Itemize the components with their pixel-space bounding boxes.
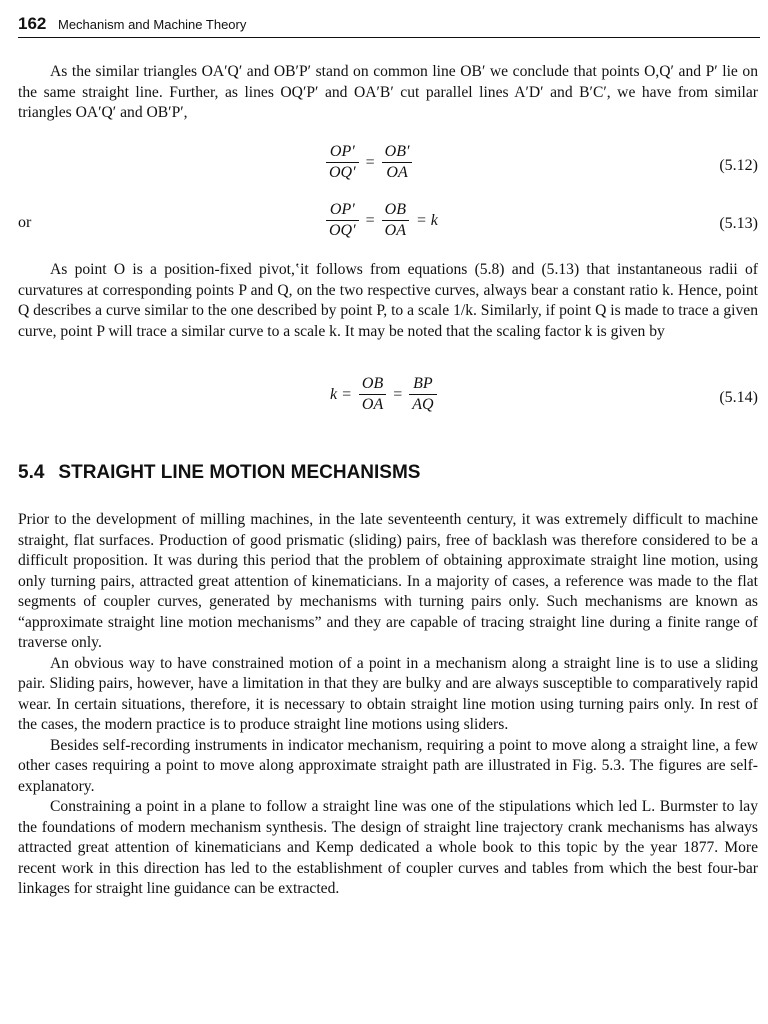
paragraph-self-recording: Besides self-recording instruments in indicator mechanism, requiring a point to move along a straight line, a few other cases requiring a point to move along approximate straight path are illustrated in Fig. 5.3. The figures are self-explanatory. <box>18 736 758 795</box>
fraction-op-oq <box>326 142 359 183</box>
fraction-ob-oa <box>382 200 409 241</box>
numerator: OP′ <box>326 142 359 163</box>
numerator: OP′ <box>326 200 359 221</box>
fraction-ob-oa <box>382 142 413 183</box>
denominator: OA <box>384 222 406 239</box>
running-header <box>18 14 760 38</box>
equation-number: (5.12) <box>719 157 758 174</box>
page-number: 162 <box>18 14 47 33</box>
paragraph-sliding-pair: An obvious way to have constrained motion of a point in a mechanism along a straight line is to use a sliding pair. Sliding pairs, however, have a limitation in that they are bulky and are always susceptible to comparatively rapid wear. In certain situations, therefore, it is necessary to obtain straight line motion using turning pairs only. In rest of the cases, the modern practice is to produce straight line motions using sliders. <box>18 654 758 733</box>
denominator: OA <box>386 164 408 181</box>
denominator: OQ′ <box>329 164 356 181</box>
paragraph-pivot-scaling: As point O is a position-fixed pivot,‛it follows from equations (5.8) and (5.13) that instantaneous radii of curvatures at corresponding points P and Q, on the two respective curves, always bear a constant ratio k. Hence, point Q describes a curve similar to the one described by point P, to a scale 1/k. Similarly, if point Q is made to trace a given curve, point P will trace a similar curve to a scale k. It may be noted that the scaling factor k is given by <box>18 261 758 340</box>
equation-5-12 <box>18 142 760 190</box>
equals-sign: = <box>365 211 375 229</box>
section-title: STRAIGHT LINE MOTION MECHANISMS <box>58 462 421 483</box>
paragraph-2-block <box>18 260 758 342</box>
book-title: Mechanism and Machine Theory <box>58 17 247 32</box>
paragraph-similar-triangles: As the similar triangles OA′Q′ and OB′P′ stand on common line OB′ we conclude that points O,Q′ and P′ lie on the same straight line. Further, as lines OQ′P′ and OA′B′ cut parallel lines A′D′ and B′C′, we have from similar triangles OA′Q′ and OB′P′, <box>18 63 758 121</box>
denominator: OQ′ <box>329 222 356 239</box>
fraction-op-oq <box>326 200 359 241</box>
paragraph-burmester: Constraining a point in a plane to follow a straight line was one of the stipulations which led L. Burmster to lay the foundations of modern mechanism synthesis. The design of straight line trajectory crank mechanisms has always attracted great attention of kinematicians and Kemp dedicated a whole book to this topic by the year 1877. More recent work in this direction has led to the establishment of coupler curves and tables from which the best four-bar linkages for straight line guidance can be extracted. <box>18 798 758 897</box>
denominator: OA <box>361 396 384 413</box>
section-body <box>18 510 758 900</box>
equals-sign: = <box>365 153 375 171</box>
equation-5-13-formula <box>326 200 445 241</box>
numerator: OB <box>359 374 386 395</box>
equation-5-12-formula <box>326 142 412 183</box>
equation-number: (5.13) <box>719 215 758 232</box>
equals-k: = k <box>415 211 438 229</box>
fraction-bp-aq <box>409 374 436 415</box>
denominator: AQ <box>412 396 434 413</box>
section-number: 5.4 <box>18 462 45 483</box>
paragraph-history: Prior to the development of milling machines, in the late seventeenth century, it was extremely difficult to machine straight, flat surfaces. Production of good prismatic (sliding) pairs, free of backlash was therefore considered to be a difficult proposition. It was during this period that the problem of obtaining approximate straight line motion, using only turning pairs, attracted great attention of kinematicians. In a majority of cases, a reference was made to the flat segments of coupler curves, generated by mechanisms with turning pairs only. Such mechanisms are known as “approximate straight line motion mechanisms” and they are capable of tracing straight line during a finite range of traverse only. <box>18 511 758 651</box>
equation-connector-or: or <box>18 214 32 231</box>
equation-5-14-formula <box>330 374 437 415</box>
section-heading <box>18 462 420 484</box>
paragraph-1-block <box>18 62 758 124</box>
numerator: OB′ <box>382 142 413 163</box>
numerator: OB <box>382 200 409 221</box>
k-equals: k = <box>330 385 352 403</box>
equation-number: (5.14) <box>719 389 758 406</box>
equals-sign: = <box>393 385 403 403</box>
equation-5-13 <box>18 200 760 248</box>
equation-5-14 <box>18 374 760 422</box>
numerator: BP <box>409 374 436 395</box>
fraction-ob-oa <box>359 374 386 415</box>
